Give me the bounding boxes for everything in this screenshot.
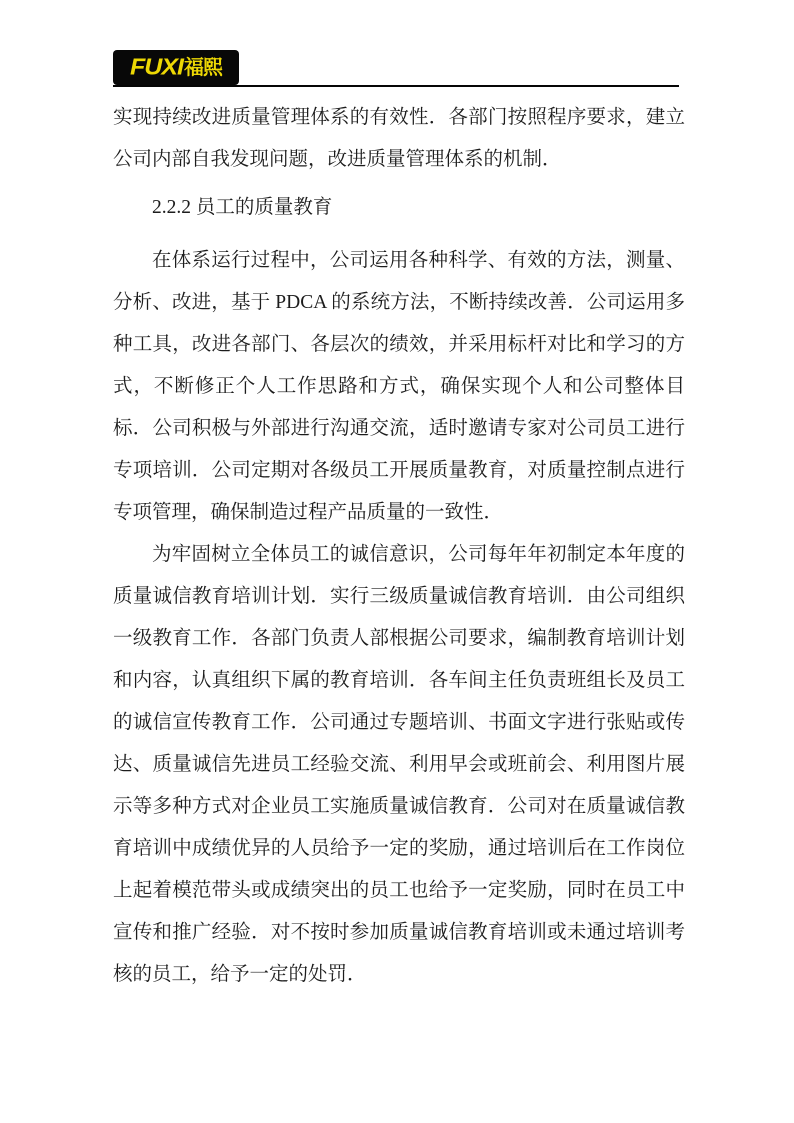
document-body <box>113 97 685 996</box>
header-divider <box>113 85 679 87</box>
paragraph-integrity-training: 为牢固树立全体员工的诚信意识，公司每年年初制定本年度的质量诚信教育培训计划．实行三级质量诚信教育培训．由公司组织一级教育工作．各部门负责人部根据公司要求，编制教育培训计划和内容，认真组织下属的教育培训．各车间主任负责班组长及员工的诚信宣传教育工作．公司通过专题培训、书面文字进行张贴或传达、质量诚信先进员工经验交流、利用早会或班前会、利用图片展示等多种方式对企业员工实施质量诚信教育．公司对在质量诚信教育培训中成绩优异的人员给予一定的奖励，通过培训后在工作岗位上起着模范带头或成绩突出的员工也给予一定奖励，同时在员工中宣传和推广经验．对不按时参加质量诚信教育培训或未通过培训考核的员工，给予一定的处罚． <box>113 544 685 985</box>
logo-latin-text: FUXI <box>130 54 183 80</box>
section-heading: 2.2.2 员工的质量教育 <box>152 197 333 218</box>
paragraph-continuation: 实现持续改进质量管理体系的有效性．各部门按照程序要求，建立公司内部自我发现问题，改进质量管理体系的机制． <box>113 107 685 170</box>
logo-cjk-text: 福熙 <box>183 56 222 79</box>
fuxi-logo <box>113 50 239 85</box>
paragraph-quality-education: 在体系运行过程中，公司运用各种科学、有效的方法，测量、分析、改进，基于 PDCA 的系统方法，不断持续改善．公司运用多种工具，改进各部门、各层次的绩效，并采用标杆对比和学习的方式，不断修正个人工作思路和方式，确保实现个人和公司整体目标．公司积极与外部进行沟通交流，适时邀请专家对公司员工进行专项培训．公司定期对各级员工开展质量教育，对质量控制点进行专项管理，确保制造过程产品质量的一致性． <box>113 250 685 523</box>
